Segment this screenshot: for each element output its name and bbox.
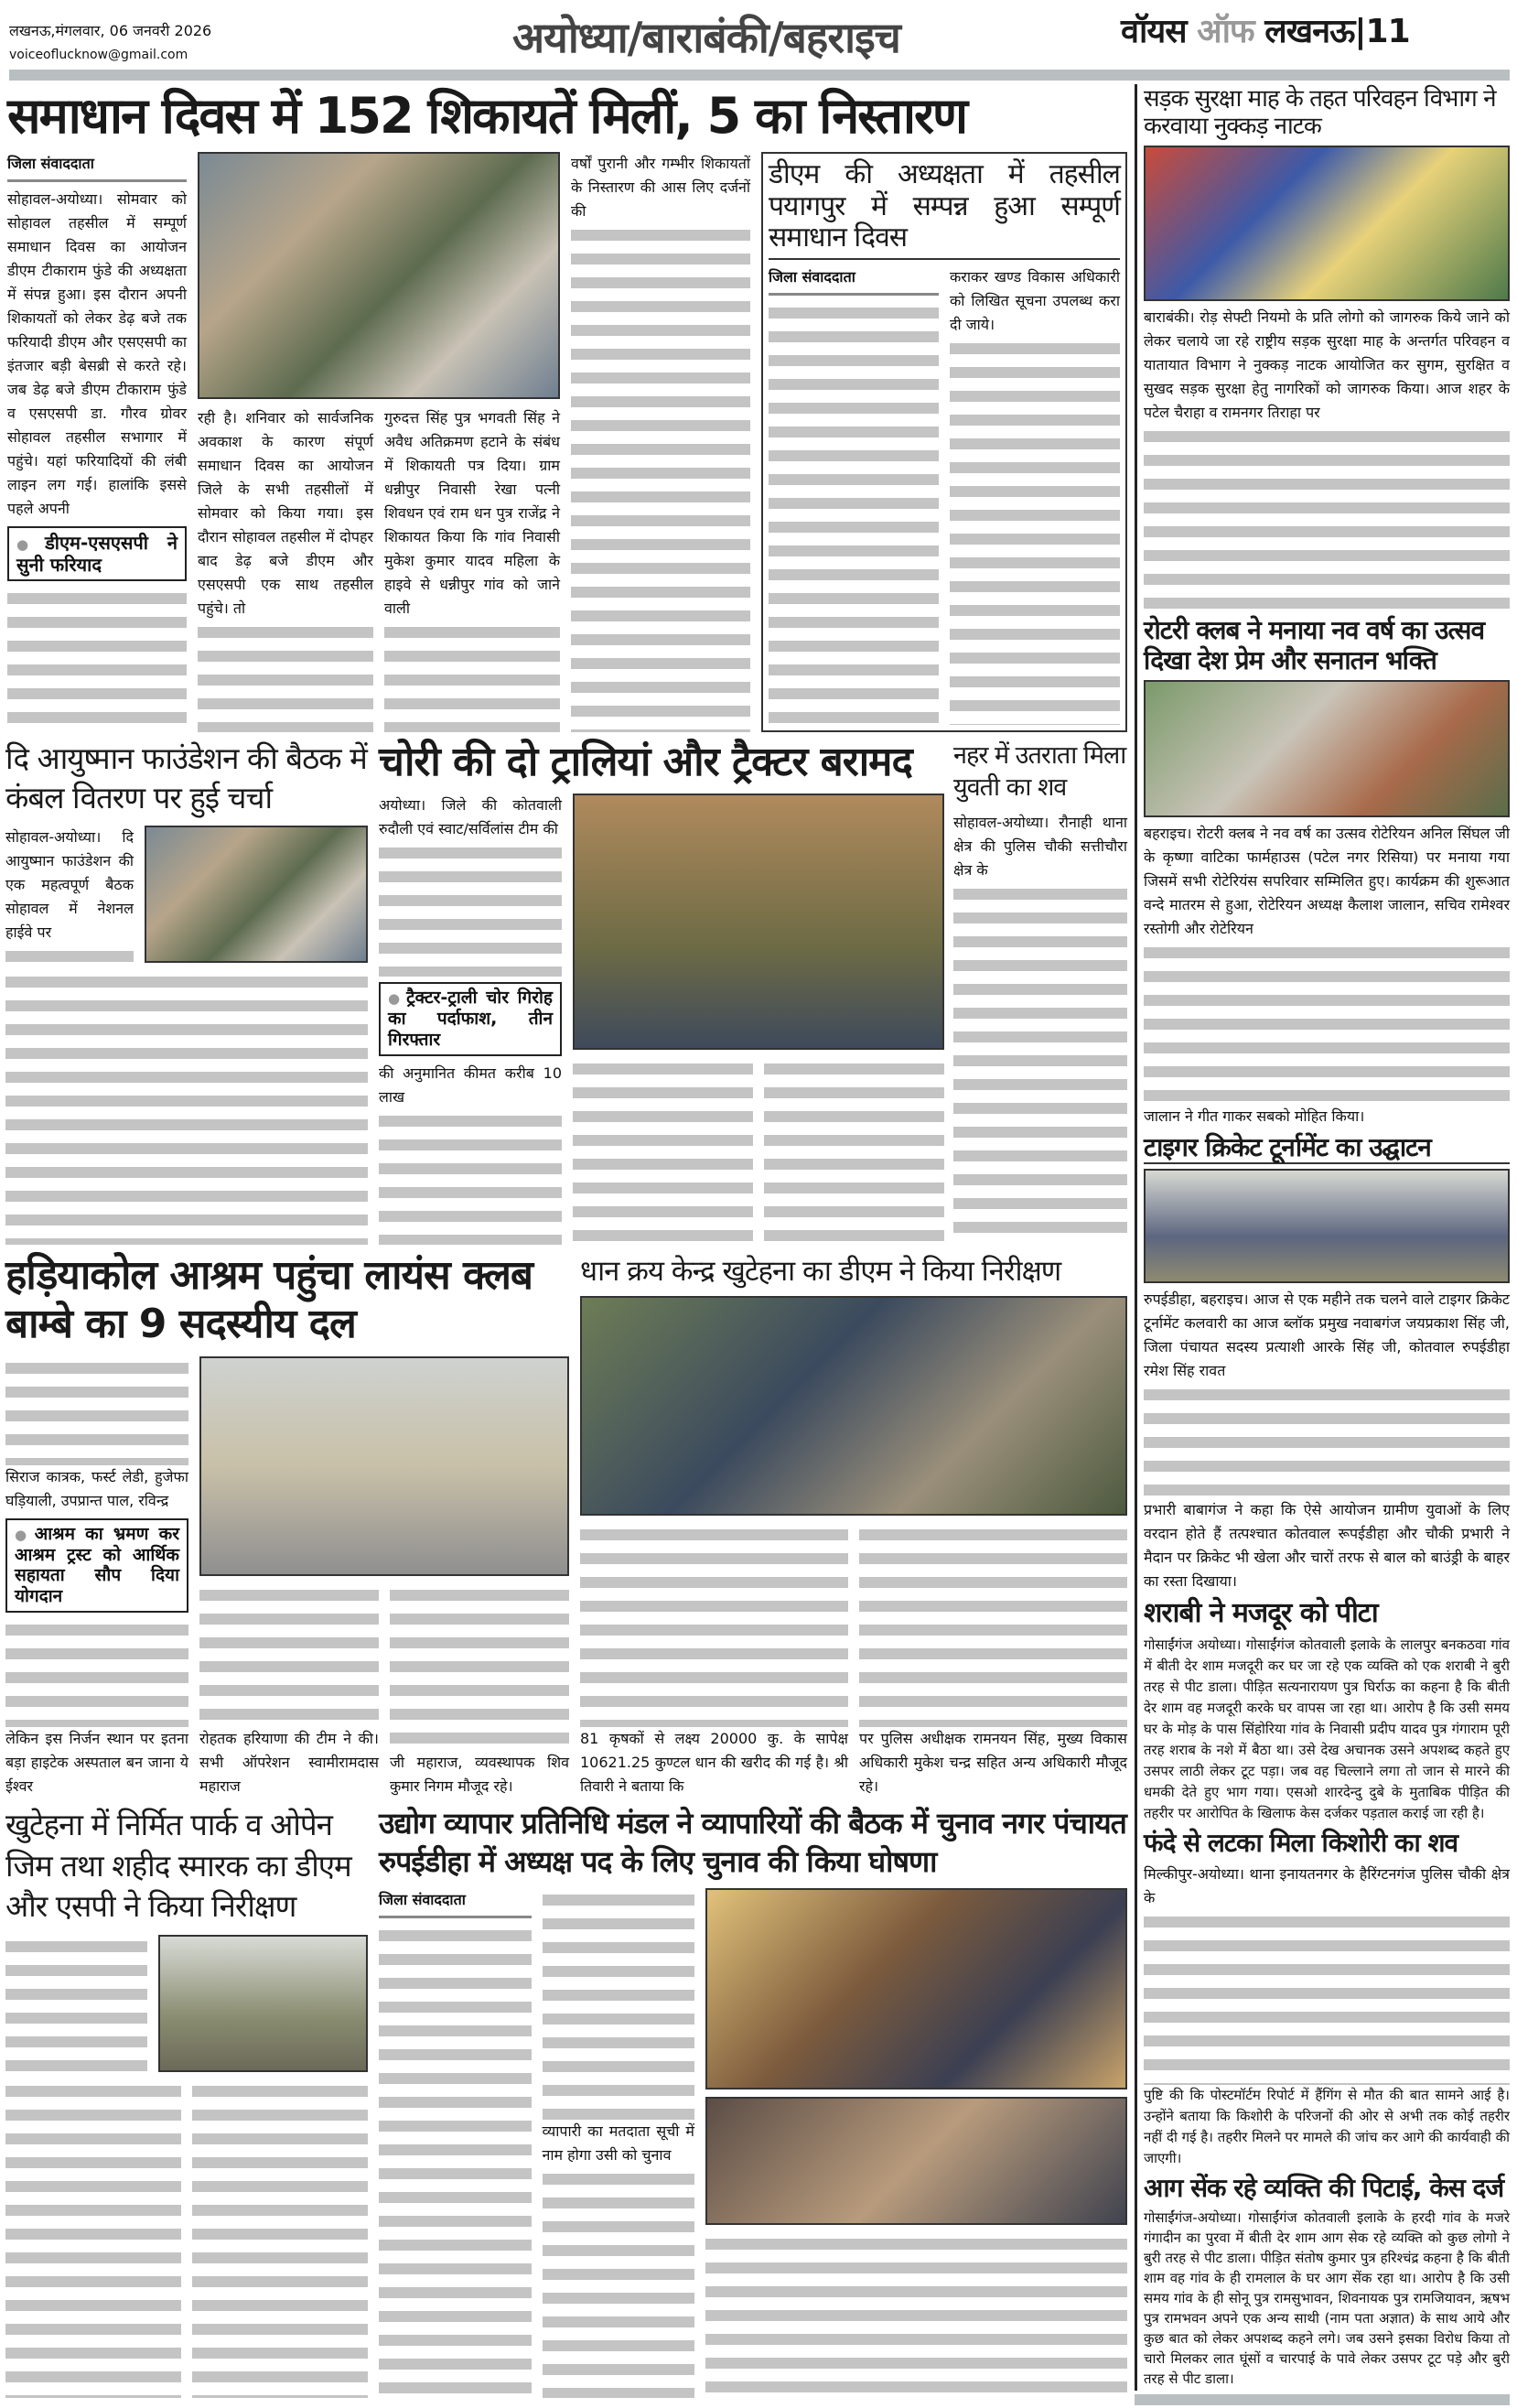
girl-body-headline: फंदे से लटका मिला किशोरी का शव xyxy=(1144,1827,1458,1858)
lions-photo xyxy=(199,1356,569,1576)
ayushman-photo xyxy=(145,826,368,963)
park-photo xyxy=(158,1935,368,2072)
fire-assault-body: गोसाईंगंज-अयोध्या। गोसाईंगंज कोतवाली इलाके के हरदी गांव के मजरे गंगादीन का पुरवा में बीती देर शाम आग सेक रहे व्यक्ति को कुछ लोगो ने बुरी तरह से पीट डाला। पीड़ित संतोष कुमार पुत्र हरिश्चंद्र कहना है कि बीती शाम वह गांव के ही रामलाल के घर आग सेंक रहा था। आरोप है कि उसी समय गांव के ही सोनू पुत्र रामसुभावन, शिवनायक पुत्र रामजियावन, ऋषभ पुत्र रामभवन अपने एक अन्य साथी (नाम पता अज्ञात) के साथ आये और कुछ बात को लेकर अपशब्द कहने लगे। जब उसने इसका विरोध किया तो चारो मिलकर लात घूंसों व चारपाई के पावे लेकर उसपर टूट पड़े और बुरी तरह से पीट डाला। xyxy=(1144,2209,1510,2388)
paddy-headline: धान क्रय केन्द्र खुटेहना का डीएम ने किया निरीक्षण xyxy=(580,1255,1061,1288)
traders-photo-1 xyxy=(705,1888,1127,2089)
footer-rule xyxy=(1135,2394,1510,2405)
cricket-photo xyxy=(1144,1169,1510,1283)
traders-photo-2 xyxy=(705,2097,1127,2225)
canal-headline: नहर में उतराता मिला युवती का शव xyxy=(953,741,1126,803)
right-column xyxy=(1144,86,1510,2389)
rotary-headline: रोटरी क्लब ने मनाया नव वर्ष का उत्सव दिखा देश प्रेम और सनातन भक्ति xyxy=(1144,615,1485,675)
ayushman-story xyxy=(5,740,368,1245)
drunk-assault-body: गोसाईंगंज अयोध्या। गोसाईंगंज कोतवाली इलाके के लालपुर बनकठवा गांव में बीती देर शाम मजदूरी कर घर जा रहे एक व्यक्ति को एक शराबी ने बुरी तरह से पीट डाला। पीड़ित सत्यनारायण पुत्र घिर्राऊ का कहना है कि बीती देर शाम वह मजदूरी करके घर वापस जा रहा था। आरोप है कि उसी समय घर के मोड़ के पास सिंहोरिया गांव के निवासी प्रदीप यादव पुत्र गंगाराम पूरी तरह शराब के नशे में बैठा था। उसे देख अचानक उसने अपशब्द कहते हुए उसपर लाठी लेकर टूट पड़ा। जब वह चिल्लाने लगा तो जान से मारने की धमकी देते हुए भाग गया। एसओ शारदेन्दु दुबे के मुताबिक पीड़ित की तहरीर पर आरोपित के खिलाफ केस दर्जकर पड़ताल कराई जा रही है। xyxy=(1144,1636,1510,1821)
issue-date: लखनऊ,मंगलवार, 06 जनवरी 2026 xyxy=(9,22,212,39)
cricket-body: रुपईडीहा, बहराइच। आज से एक महीने तक चलने वाले टाइगर क्रिकेट टूर्नामेंट कलवारी का आज ब्लॉक प्रमुख नवाबगंज जयप्रकाश सिंह जी, जिला पंचायत सदस्य प्रत्याशी आरके सिंह जी, कोतवाल रुपईडीहा रमेश सिंह रावत प्रभारी बाबागंज ने कहा कि ऐसे आयोजन ग्रामीण युवाओं के लिए वरदान होते हैं तत्पश्चात कोतवाल रूपईडीहा और चौकी प्रभारी ने मैदान पर क्रिकेट भी खेला और चारों तरफ से बाल को बाउंड्री के बाहर का रस्ता दिखाया। xyxy=(1144,1288,1510,1594)
lead-subhead: ● डीएम-एसएसपी ने सुनी फरियाद xyxy=(7,526,187,581)
brand-logo: वॉयस ऑफ लखनऊ|11 xyxy=(1121,13,1410,50)
lead-story-col3: वर्षों पुरानी और गम्भीर शिकायतों के निस्तारण की आस लिए दर्जनों की xyxy=(571,152,750,732)
payagpur-body: जिला संवाददाता कराकर खण्ड विकास अधिकारी को लिखित सूचना उपलब्ध करा दी जाये। xyxy=(769,265,1120,725)
road-safety-photo xyxy=(1144,146,1510,301)
lions-body-2: रोहतक हरियाणा की टीम ने की। सभी ऑपरेशन स्वामीरामदास महाराज जी महाराज, व्यवस्थापक शिव कुमार निगम मौजूद रहे। xyxy=(199,1583,569,1798)
paddy-body: 81 कृषकों से लक्ष्य 20000 कु. के सापेक्ष 10621.25 कुण्टल धान की खरीद की गई है। श्री तिवारी ने बताया कि पर पुलिस अधीक्षक रामनयन सिंह, मुख्य विकास अधिकारी मुकेश चन्द्र सहित अन्य अधिकारी मौजूद रहे। xyxy=(580,1523,1127,1798)
park-body xyxy=(5,1935,147,2072)
rotary-end: जालान ने गीत गाकर सबको मोहित किया। xyxy=(1144,1107,1365,1125)
lions-story xyxy=(5,1252,569,1798)
lead-story-col1: जिला संवाददाता सोहावल-अयोध्या। सोमवार को सोहावल तहसील में सम्पूर्ण समाधान दिवस का आयोजन डीएम टीकाराम फुंडे की अध्यक्षता में संपन्न हुआ। इस दौरान अपनी शिकायतों को लेकर डेढ़ बजे तक फरियादी डीएम और एसएसपी का इंतजार बड़ी बेसब्री से करते रहे। जब डेढ़ बजे डीएम टीकाराम फुंडे व एसएसपी डा. गौरव ग्रोवर सोहावल तहसील सभागार में पहुंचे। यहां फरियादियों की लंबी लाइन लग गई। हालांकि इससे पहले अपनी ● डीएम-एसएसपी ने सुनी फरियाद xyxy=(7,152,187,732)
ayushman-headline: दि आयुष्मान फाउंडेशन की बैठक में कंबल वितरण पर हुई चर्चा xyxy=(5,740,367,815)
email[interactable]: voiceoflucknow@gmail.com xyxy=(9,48,188,62)
canal-body: सोहावल-अयोध्या। रौनाही थाना क्षेत्र की पुलिस चौकी सत्तीचौरा क्षेत्र के xyxy=(953,811,1127,1245)
lions-subhead: ● आश्रम का भ्रमण कर आश्रम ट्रस्ट को आर्थिक सहायता सौप दिया योगदान xyxy=(5,1518,188,1613)
rotary-body: बहराइच। रोटरी क्लब ने नव वर्ष का उत्सव रोटेरियन अनिल सिंघल जी के कृष्णा वाटिका फार्महाउस (पटेल नगर रिसिया) पर मनाया गया जिसमें सभी रोटेरियंस सपरिवार सम्मिलित हुए। कार्यक्रम की शुरूआत वन्दे मातरम से हुआ, रोटेरियन अध्यक्ष कैलाश जालान, सचिव रामेश्वर रस्तोगी और रोटेरियन जालान ने गीत गाकर सबको मोहित किया। xyxy=(1144,822,1510,1128)
samadhan-photo xyxy=(198,152,560,399)
road-safety-body: बाराबंकी। रोड़ सेफ्टी नियमो के प्रति लोगो को जागरुक किये जाने को लेकर चलाये जा रहे राष्ट्रीय सड़क सुरक्षा माह के अन्तर्गत परिवहन व यातायात विभाग ने नुक्कड़ नाटक आयोजित कर सुगम, सुरक्षित व सुखद सड़क सुरक्षा हेतु नागरिकों को जागरुक किया। आज शहर के पटेल चैराहा व रामनगर तिराहा पर xyxy=(1144,306,1510,612)
cricket-end: प्रभारी बाबागंज ने कहा कि ऐसे आयोजन ग्रामीण युवाओं के लिए वरदान होते हैं तत्पश्चात कोतवाल रूपईडीहा और चौकी प्रभारी ने मैदान पर क्रिकेट भी खेला और चारों तरफ से बाल को बाउंड्री के बाहर का रस्ता दिखाया। xyxy=(1144,1501,1510,1591)
theft-body-2 xyxy=(573,1057,944,1245)
lead-region xyxy=(7,88,1127,732)
payagpur-story-box xyxy=(761,152,1127,732)
paddy-story xyxy=(580,1256,1127,1798)
girl-body-end: पुष्टि की कि पोस्टमॉर्टम रिपोर्ट में हैंगिंग से मौत की बात सामने आई है। उन्होंने बताया कि किशोरी के परिजनों की ओर से अभी तक कोई तहरीर नहीं दी गई है। तहरीर मिलने पर मामले की जांच कर आगे की कार्यवाही की जाएगी। xyxy=(1144,2086,1510,2166)
lions-body: सिराज कात्रक, फर्स्ट लेडी, हुजेफा घड़ियाली, उपप्रान्त पाल, रविन्द्र ● आश्रम का भ्रमण कर आश्रम ट्रस्ट को आर्थिक सहायता सौप दिया योगदान लेकिन इस निर्जन स्थान पर इतना बड़ा हाइटेक अस्पताल बन जाना ये ईश्वर xyxy=(5,1356,188,1798)
traders-body-2 xyxy=(705,2232,1127,2398)
park-story xyxy=(5,1805,368,2398)
canal-story xyxy=(953,740,1127,1245)
masthead xyxy=(0,0,1517,84)
theft-subhead: ● ट्रैक्टर-ट्राली चोर गिरोह का पर्दाफाश, तीन गिरफ्तार xyxy=(379,982,562,1055)
lead-headline: समाधान दिवस में 152 शिकायतें मिलीं, 5 का निस्तारण xyxy=(7,87,967,145)
park-headline: खुटेहना में निर्मित पार्क व ओपेन जिम तथा शहीद स्मारक का डीएम और एसपी ने किया निरीक्षण xyxy=(5,1807,351,1925)
payagpur-headline: डीएम की अध्यक्षता में तहसील पयागपुर में सम्पन्न हुआ सम्पूर्ण समाधान दिवस xyxy=(769,159,1120,260)
column-rule xyxy=(1135,84,1137,2391)
theft-body: अयोध्या। जिले की कोतवाली रुदौली एवं स्वाट/सर्विलांस टीम की ● ट्रैक्टर-ट्राली चोर गिरोह का पर्दाफाश, तीन गिरफ्तार की अनुमानित कीमत करीब 10 लाख xyxy=(379,794,562,1245)
road-safety-headline: सड़क सुरक्षा माह के तहत परिवहन विभाग ने करवाया नुक्कड़ नाटक xyxy=(1144,85,1496,140)
theft-story xyxy=(379,740,944,1245)
lead-row xyxy=(7,152,1127,732)
section-title: अयोध्या/बाराबंकी/बहराइच xyxy=(512,13,900,62)
header-rule xyxy=(9,70,1510,81)
girl-body-text: मिल्कीपुर-अयोध्या। थाना इनायतनगर के हैरिंग्टनगंज पुलिस चौकी क्षेत्र के पुष्टि की कि पोस्टमॉर्टम रिपोर्ट में हैंगिंग से मौत की बात सामने आई है। उन्होंने बताया कि किशोरी के परिजनों की ओर से अभी तक कोई तहरीर नहीं दी गई है। तहरीर मिलने पर मामले की जांच कर आगे की कार्यवाही की जाएगी। xyxy=(1144,1863,1510,2169)
fire-assault-headline: आग सेंक रहे व्यक्ति की पिटाई, केस दर्ज xyxy=(1144,2172,1504,2203)
park-body-2 xyxy=(5,2079,368,2398)
ayushman-body: सोहावल-अयोध्या। दि आयुष्मान फाउंडेशन की एक महत्वपूर्ण बैठक सोहावल में नेशनल हाईवे पर xyxy=(5,826,134,963)
police-photo xyxy=(573,794,944,1050)
drunk-assault-headline: शराबी ने मजदूर को पीटा xyxy=(1144,1597,1378,1630)
cricket-headline: टाइगर क्रिकेट टूर्नामेंट का उद्घाटन xyxy=(1144,1133,1510,1164)
traders-story xyxy=(379,1805,1127,2398)
lions-headline: हड़ियाकोल आश्रम पहुंचा लायंस क्लब बाम्बे का 9 सदस्यीय दल xyxy=(5,1252,533,1347)
traders-headline: उद्योग व्यापार प्रतिनिधि मंडल ने व्यापारियों की बैठक में चुनाव नगर पंचायत रुपईडीहा में अध्यक्ष पद के लिए चुनाव की किया घोषणा xyxy=(379,1806,1126,1879)
paddy-photo xyxy=(580,1296,1127,1516)
page-number: 11 xyxy=(1365,13,1410,50)
ayushman-body-2 xyxy=(5,970,368,1245)
theft-headline: चोरी की दो ट्रालियां और ट्रैक्टर बरामद xyxy=(379,739,912,785)
traders-body: जिला संवाददाता व्यापारी का मतदाता सूची में नाम होगा उसी को चुनाव xyxy=(379,1888,694,2398)
rotary-photo xyxy=(1144,680,1510,817)
lead-story-middle: रही है। शनिवार को सार्वजनिक अवकाश के कारण संपूर्ण समाधान दिवस का आयोजन जिले के सभी तहसीलों में सोमवार को किया गया। इस दौरान सोहावल तहसील में दोपहर बाद डेढ़ बजे डीएम और एसएसपी एक साथ तहसील पहुंचे। तो गुरुदत्त सिंह पुत्र भगवती सिंह ने अवैध अतिक्रमण हटाने के संबंध में शिकायती पत्र दिया। ग्राम धन्नीपुर निवासी रेखा पत्नी शिवधन एवं राम धन पुत्र राजेंद्र ने शिकायत किया कि गांव निवासी मुकेश कुमार यादव महिला के हाइवे से धन्नीपुर गांव को जाने वाली xyxy=(198,152,560,732)
